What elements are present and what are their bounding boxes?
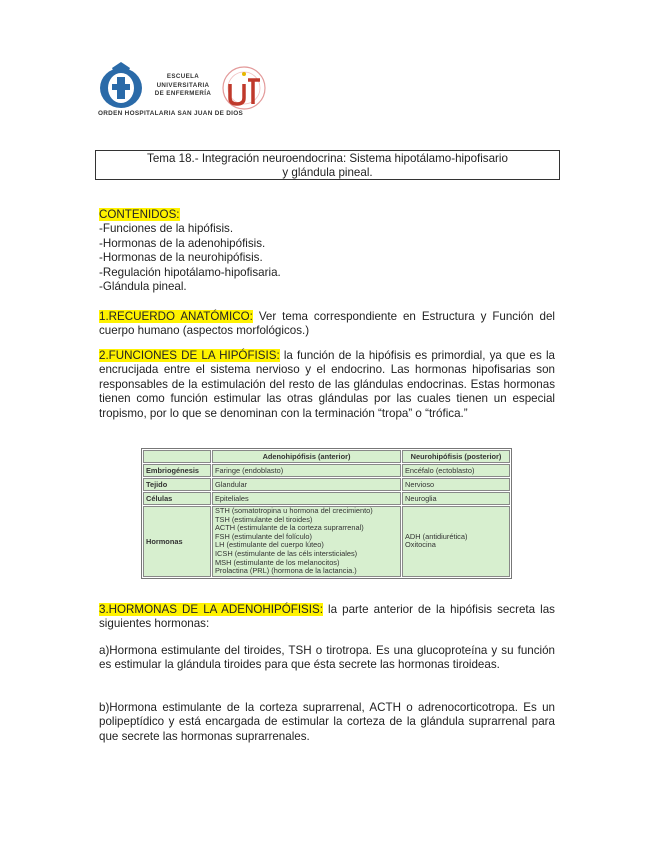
table-row xyxy=(143,464,510,477)
hormone-item: ACTH (estimulante de la corteza suprarrenal) xyxy=(215,523,364,533)
school-line-1: ESCUELA xyxy=(166,73,200,80)
section-2-paragraph xyxy=(99,349,555,421)
row-label: Embriogénesis xyxy=(143,464,211,477)
school-name xyxy=(150,73,216,99)
section-1-text: Ver tema correspondiente en Estructura y Función del cuerpo humano (aspectos morfológicos.) xyxy=(99,310,555,338)
section-2-text: la función de la hipófisis es primordial, ya que es la encrucijada entre el sistema nervioso y el endocrino. Las hormonas hipofisarias son responsables de la estimulación del resto de las glándulas endocrinas. Estas hormonas tienen como función estimular las otras glándulas por las cuales tienen un especial tropismo, por lo que se denominan con la terminación “tropa” o “trófica.” xyxy=(99,349,555,420)
contents-list xyxy=(99,208,555,294)
header-logos xyxy=(98,60,278,122)
hormone-item: LH (estimulante del cuerpo lúteo) xyxy=(215,540,324,550)
adeno-cell: Faringe (endoblasto) xyxy=(212,464,401,477)
table-row-hormones xyxy=(143,506,510,577)
pituitary-comparison-table xyxy=(141,448,512,579)
hormone-item: STH (somatotropina u hormona del crecimiento) xyxy=(215,506,373,515)
hormone-item: Oxitocina xyxy=(405,540,436,550)
hormone-item: ICSH (estimulante de las céls intersticiales) xyxy=(215,548,358,558)
section-1-paragraph xyxy=(99,310,555,339)
adeno-hormones-cell xyxy=(212,506,401,577)
adeno-cell: Glandular xyxy=(212,478,401,491)
topic-title-line-2: y glándula pineal. xyxy=(282,166,373,179)
neuro-cell: Nervioso xyxy=(402,478,510,491)
contents-heading: CONTENIDOS: xyxy=(99,208,180,221)
row-label: Células xyxy=(143,492,211,505)
section-2-heading: 2.FUNCIONES DE LA HIPÓFISIS: xyxy=(99,349,280,362)
hormone-item: FSH (estimulante del folículo) xyxy=(215,531,312,541)
paragraph-tsh: a)Hormona estimulante del tiroides, TSH o tirotropa. Es una glucoproteína y su función es estimular la glándula tiroides para que ésta secrete las hormonas tiroideas. xyxy=(99,644,555,672)
order-name: ORDEN HOSPITALARIA SAN JUAN DE DIOS xyxy=(98,110,244,117)
contents-item: -Regulación hipotálamo-hipofisaria. xyxy=(99,265,281,279)
section-3-paragraph xyxy=(99,603,555,632)
hormone-item: MSH (estimulante de los melanocitos) xyxy=(215,557,340,567)
neuro-cell: Neuroglia xyxy=(402,492,510,505)
column-header-neuro: Neurohipófisis (posterior) xyxy=(402,450,510,463)
neuro-hormones-cell xyxy=(402,506,510,577)
topic-title-line-1: Tema 18.- Integración neuroendocrina: Sistema hipotálamo-hipofisario xyxy=(147,152,508,165)
neuro-cell: Encéfalo (ectoblasto) xyxy=(402,464,510,477)
school-line-3: DE ENFERMERÍA xyxy=(154,90,212,97)
table-row xyxy=(143,478,510,491)
topic-title-box xyxy=(95,150,560,180)
section-3-heading: 3.HORMONAS DE LA ADENOHIPÓFISIS: xyxy=(99,603,323,616)
university-seal-logo xyxy=(220,64,268,112)
contents-item: -Hormonas de la adenohipófisis. xyxy=(99,236,266,250)
adeno-cell: Epiteliales xyxy=(212,492,401,505)
order-crest-logo xyxy=(98,60,144,110)
contents-item: -Hormonas de la neurohipófisis. xyxy=(99,251,263,265)
column-header-adeno: Adenohipófisis (anterior) xyxy=(212,450,401,463)
hormone-item: ADH (antidiurética) xyxy=(405,531,468,541)
table-row xyxy=(143,492,510,505)
row-label-hormones: Hormonas xyxy=(143,506,211,577)
contents-item: -Glándula pineal. xyxy=(99,280,187,294)
section-3-text: la parte anterior de la hipófisis secreta las siguientes hormonas: xyxy=(99,603,555,631)
hormone-item: TSH (estimulante del tiroides) xyxy=(215,514,313,524)
contents-item: -Funciones de la hipófisis. xyxy=(99,222,234,236)
section-1-heading: 1.RECUERDO ANATÓMICO: xyxy=(99,310,253,323)
school-line-2: UNIVERSITARIA xyxy=(156,81,210,89)
hormone-item: Prolactina (PRL) (hormona de la lactancia.) xyxy=(215,566,357,576)
paragraph-acth: b)Hormona estimulante de la corteza suprarrenal, ACTH o adrenocorticotropa. Es un polipeptídico y está encargada de estimular la corteza de la glándula suprarrenal para que secrete las hormonas suprarrenales. xyxy=(99,701,555,743)
table-corner-cell xyxy=(143,450,211,463)
row-label: Tejido xyxy=(143,478,211,491)
